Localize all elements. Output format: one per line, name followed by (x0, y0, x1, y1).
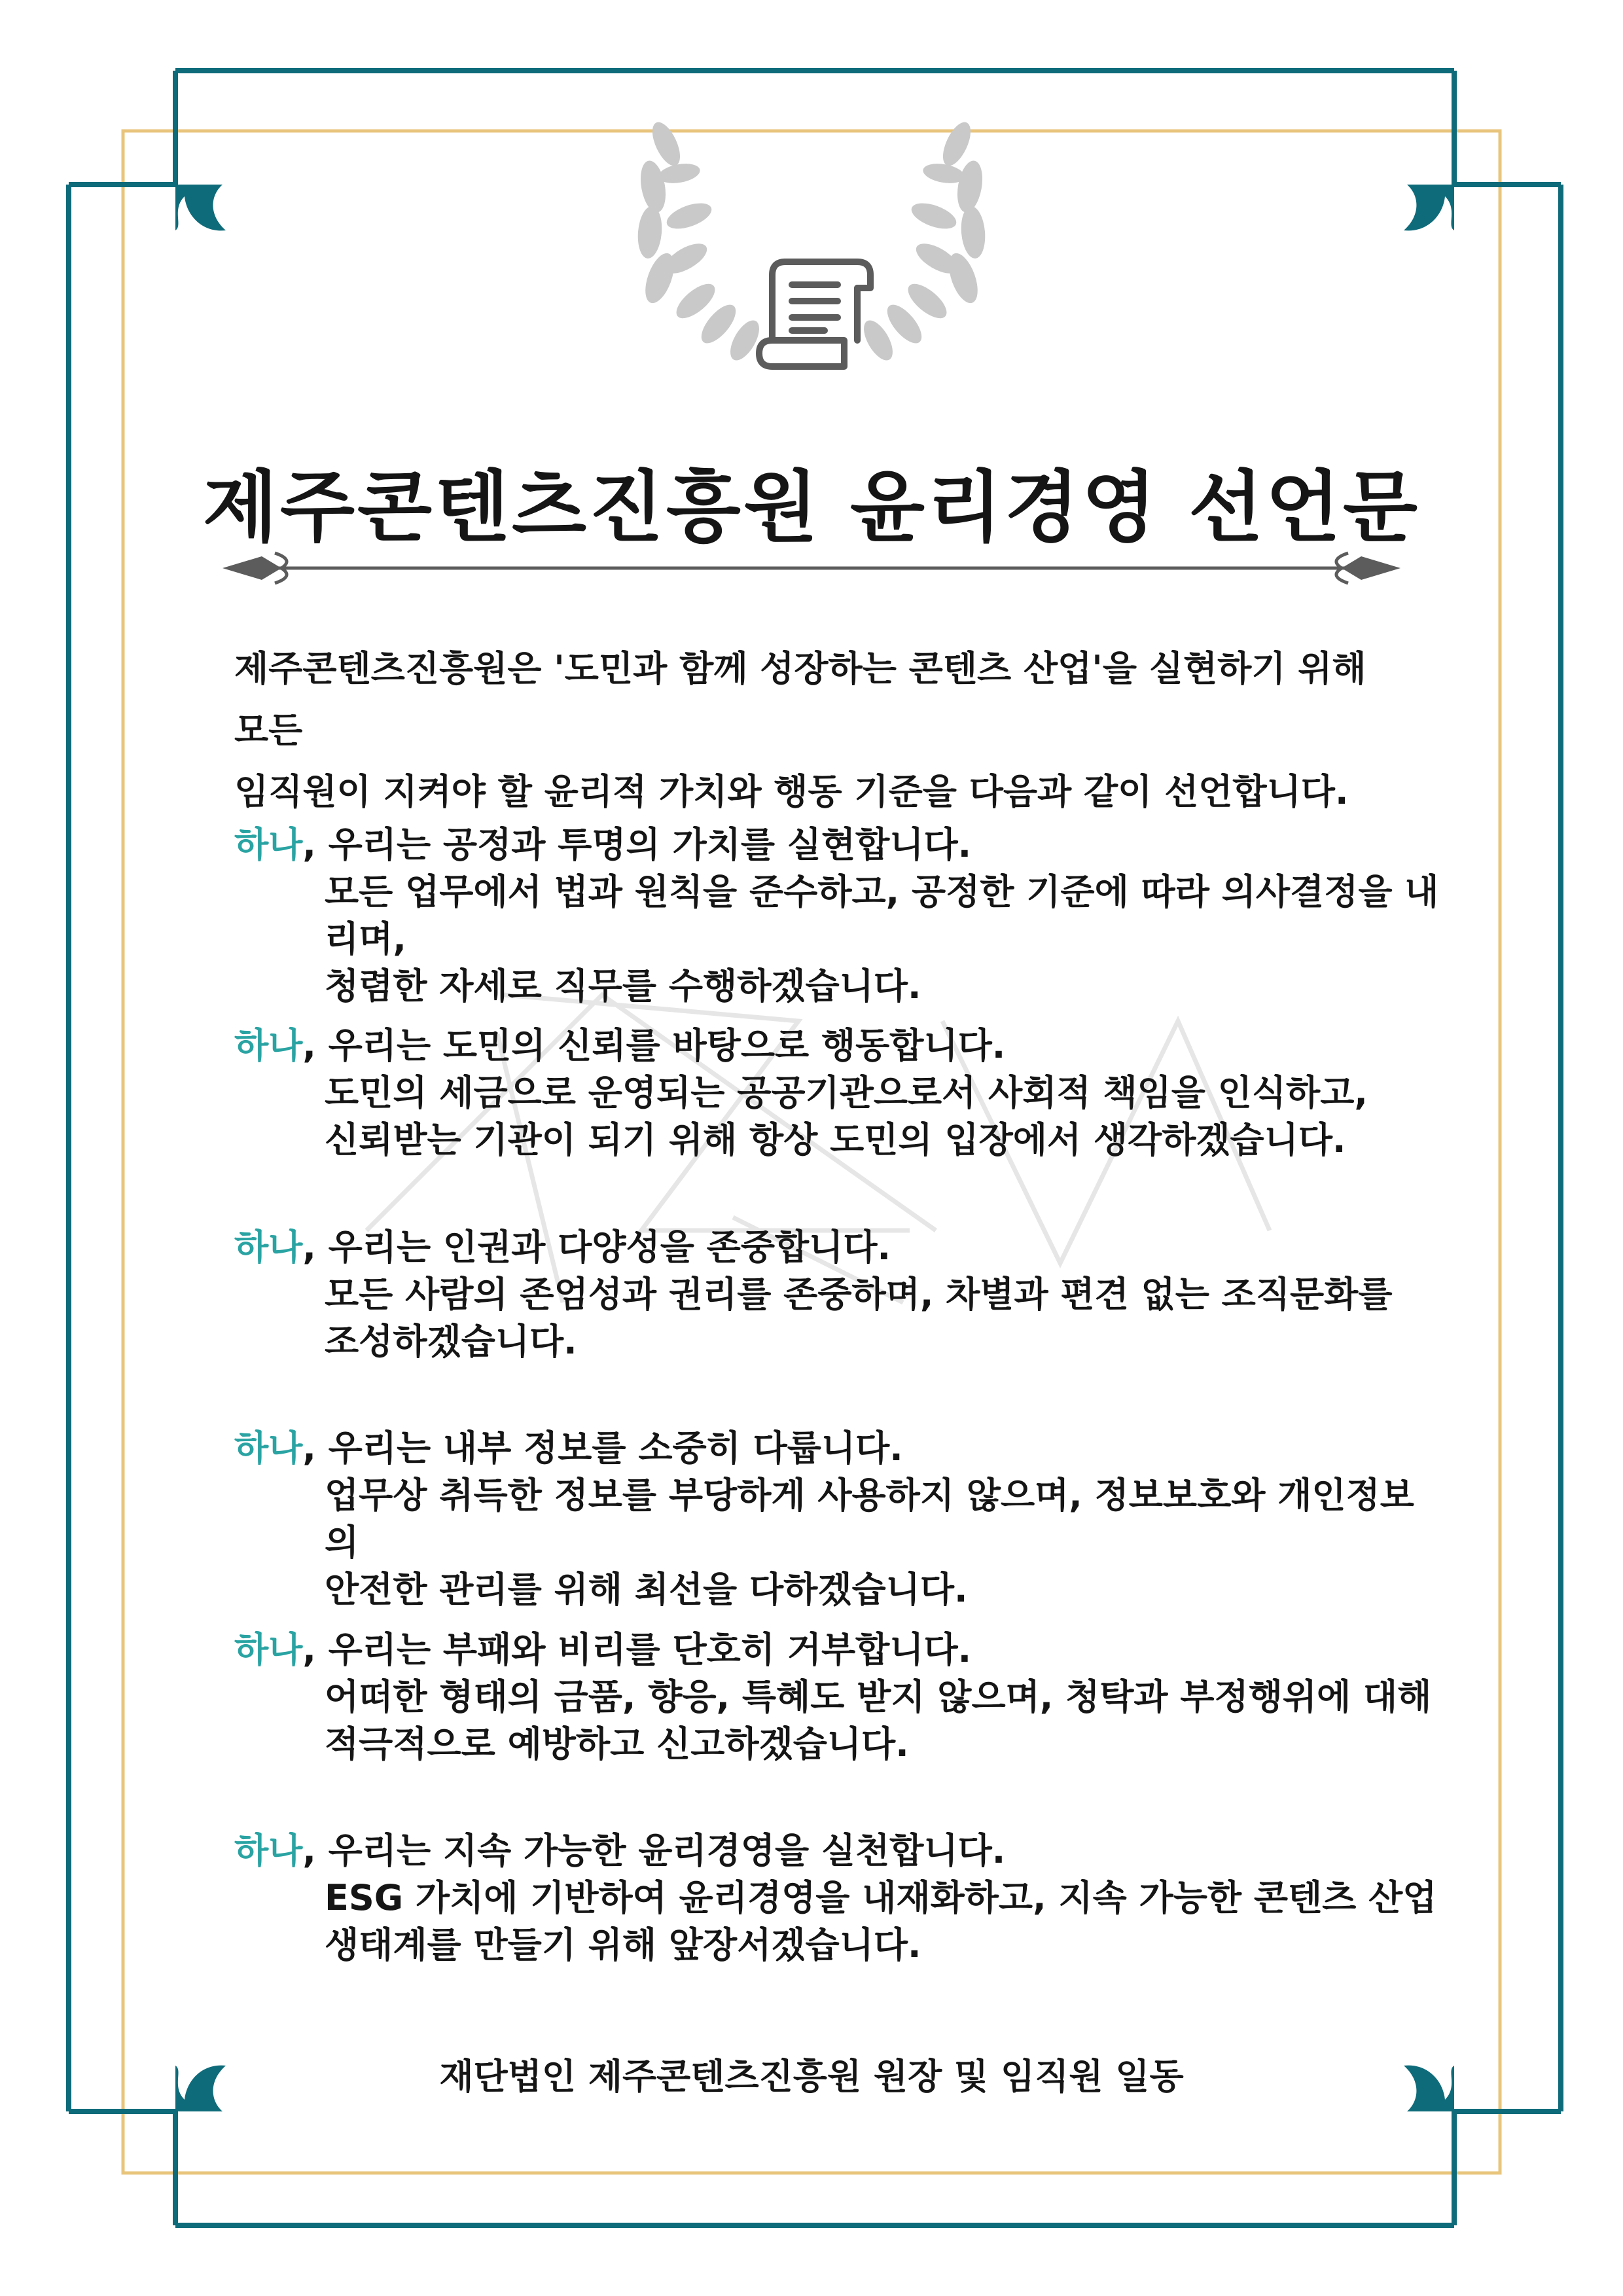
pledge-heading (234, 1425, 1445, 1472)
pledge-body (325, 1674, 1445, 1768)
intro-line: 제주콘텐츠진흥원은 '도민과 함께 성장하는 콘텐츠 산업'을 실현하기 위해 모든 (234, 648, 1366, 751)
pledge-lead: 하나 (234, 824, 303, 865)
pledge-heading-text: , 우리는 지속 가능한 윤리경영을 실천합니다. (302, 1830, 1006, 1871)
pledge-line: 도민의 세금으로 운영되는 공공기관으로서 사회적 책임을 인식하고, (325, 1072, 1368, 1113)
pledge-heading (234, 1022, 1445, 1069)
pledge-line: 안전한 관리를 위해 최선을 다하겠습니다. (325, 1569, 968, 1610)
pledge-heading (234, 1626, 1445, 1674)
pledge-1 (234, 821, 1445, 1010)
page-title: 제주콘텐츠진흥원 윤리경영 선언문 (203, 462, 1420, 552)
pledge-heading (234, 821, 1445, 869)
pledge-lead: 하나 (234, 1025, 303, 1066)
pledge-body (325, 1271, 1445, 1365)
pledge-line: 어떠한 형태의 금품, 향응, 특혜도 받지 않으며, 청탁과 부정행위에 대해 (325, 1676, 1432, 1717)
pledge-line: 생태계를 만들기 위해 앞장서겠습니다. (325, 1924, 921, 1965)
pledge-body (325, 1472, 1445, 1613)
pledge-4 (234, 1425, 1445, 1613)
pledge-line: 적극적으로 예방하고 신고하겠습니다. (325, 1723, 909, 1765)
pledge-lead: 하나 (234, 1830, 303, 1871)
pledge-5 (234, 1626, 1445, 1768)
pledge-line: 모든 사람의 존엄성과 권리를 존중하며, 차별과 편견 없는 조직문화를 (325, 1274, 1393, 1315)
signature-line: 재단법인 제주콘텐츠진흥원 원장 및 임직원 일동 (439, 2056, 1184, 2097)
corner-ornament-top-left (175, 185, 226, 230)
pledge-body (325, 869, 1445, 1010)
pledge-heading-text: , 우리는 내부 정보를 소중히 다룹니다. (302, 1427, 903, 1469)
pledge-line: 청렴한 자세로 직무를 수행하겠습니다. (325, 965, 921, 1007)
pledge-line: 신뢰받는 기관이 되기 위해 항상 도민의 입장에서 생각하겠습니다. (325, 1119, 1346, 1160)
ornamental-divider-icon (223, 553, 1400, 583)
intro-line: 임직원이 지켜야 할 윤리적 가치와 행동 기준을 다음과 같이 선언합니다. (234, 771, 1349, 812)
pledge-line: ESG 가치에 기반하여 윤리경영을 내재화하고, 지속 가능한 콘텐츠 산업 (325, 1877, 1437, 1918)
pledge-lead: 하나 (234, 1629, 303, 1670)
pledge-body (325, 1069, 1445, 1164)
pledge-lead: 하나 (234, 1227, 303, 1268)
corner-ornament-top-right (1404, 185, 1454, 230)
pledge-6 (234, 1827, 1445, 1969)
pledge-heading-text: , 우리는 부패와 비리를 단호히 거부합니다. (302, 1629, 972, 1670)
pledge-heading-text: , 우리는 인권과 다양성을 존중합니다. (302, 1227, 891, 1268)
pledge-3 (234, 1224, 1445, 1365)
pledge-line: 조성하겠습니다. (325, 1321, 577, 1362)
pledge-heading (234, 1224, 1445, 1271)
pledge-line: 모든 업무에서 법과 원칙을 준수하고, 공정한 기준에 따라 의사결정을 내리며, (325, 871, 1439, 960)
scroll-icon (759, 262, 870, 367)
pledge-lead: 하나 (234, 1427, 303, 1469)
pledge-line: 업무상 취득한 정보를 부당하게 사용하지 않으며, 정보보호와 개인정보의 (325, 1475, 1414, 1563)
pledge-heading (234, 1827, 1445, 1874)
pledge-heading-text: , 우리는 도민의 신뢰를 바탕으로 행동합니다. (302, 1025, 1006, 1066)
pledge-heading-text: , 우리는 공정과 투명의 가치를 실현합니다. (302, 824, 972, 865)
intro-paragraph (234, 638, 1412, 823)
pledge-2 (234, 1022, 1445, 1164)
pledge-body (325, 1874, 1445, 1969)
